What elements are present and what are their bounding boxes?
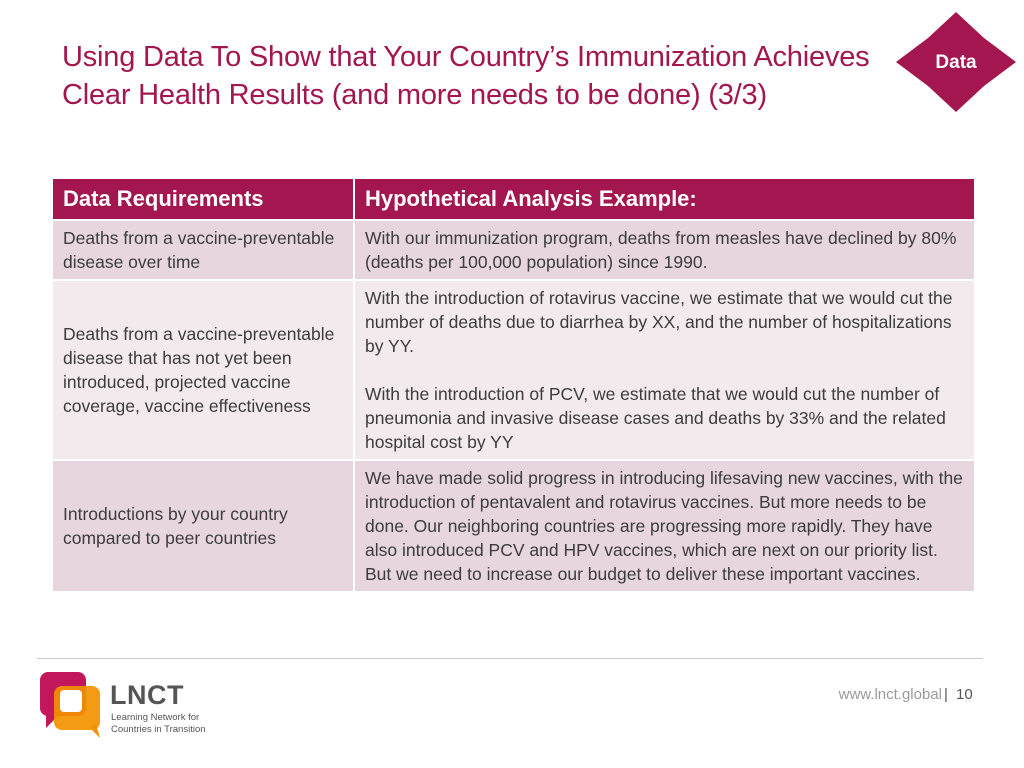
data-requirements-table <box>51 179 976 593</box>
logo-tagline-line: Countries in Transition <box>111 724 206 735</box>
header-data-requirements: Data Requirements <box>52 179 354 220</box>
requirement-cell: Deaths from a vaccine-preventable disease over time <box>52 220 354 280</box>
paragraph-spacer <box>365 358 964 382</box>
logo-tagline <box>111 712 206 736</box>
lnct-logo <box>38 670 238 740</box>
logo-name: LNCT <box>110 680 184 710</box>
example-cell <box>354 460 975 592</box>
requirement-cell: Introductions by your country compared to peer countries <box>52 460 354 592</box>
footer-url[interactable]: www.lnct.global <box>838 686 942 703</box>
requirement-cell: Deaths from a vaccine-preventable disease that has not yet been introduced, projected vaccine coverage, vaccine effectiveness <box>52 280 354 460</box>
page-number: 10 <box>956 686 973 703</box>
table-row <box>52 460 975 592</box>
example-text: With the introduction of PCV, we estimate that we would cut the number of pneumonia and invasive disease cases and deaths by 33% and the related hospital cost by YY <box>365 384 946 452</box>
example-text: With our immunization program, deaths from measles have declined by 80% (deaths per 100,000 population) since 1990. <box>365 228 957 272</box>
badge-label: Data <box>935 52 977 73</box>
slide-title: Using Data To Show that Your Country’s Immunization Achieves Clear Health Results (and more needs to be done) (3/3) <box>62 41 870 111</box>
footer-divider <box>37 658 983 659</box>
example-cell <box>354 280 975 460</box>
table-row <box>52 280 975 460</box>
header-analysis-example: Hypothetical Analysis Example: <box>354 179 975 220</box>
data-badge <box>896 10 1016 114</box>
example-text: We have made solid progress in introducing lifesaving new vaccines, with the introduction of pentavalent and rotavirus vaccines. But more needs to be done. Our neighboring countries are progressing more rapidly. They have also introduced PCV and HPV vaccines, which are next on our priority list. But we need to increase our budget to deliver these important vaccines. <box>365 468 963 584</box>
example-text: With the introduction of rotavirus vaccine, we estimate that we would cut the number of deaths due to diarrhea by XX, and the number of hospitalizations by YY. <box>365 288 953 356</box>
table-row <box>52 220 975 280</box>
logo-tagline-line: Learning Network for <box>111 712 200 723</box>
table-header-row <box>52 179 975 220</box>
speech-bubbles-icon <box>38 670 108 740</box>
example-cell <box>354 220 975 280</box>
footer-separator: | <box>944 686 948 703</box>
